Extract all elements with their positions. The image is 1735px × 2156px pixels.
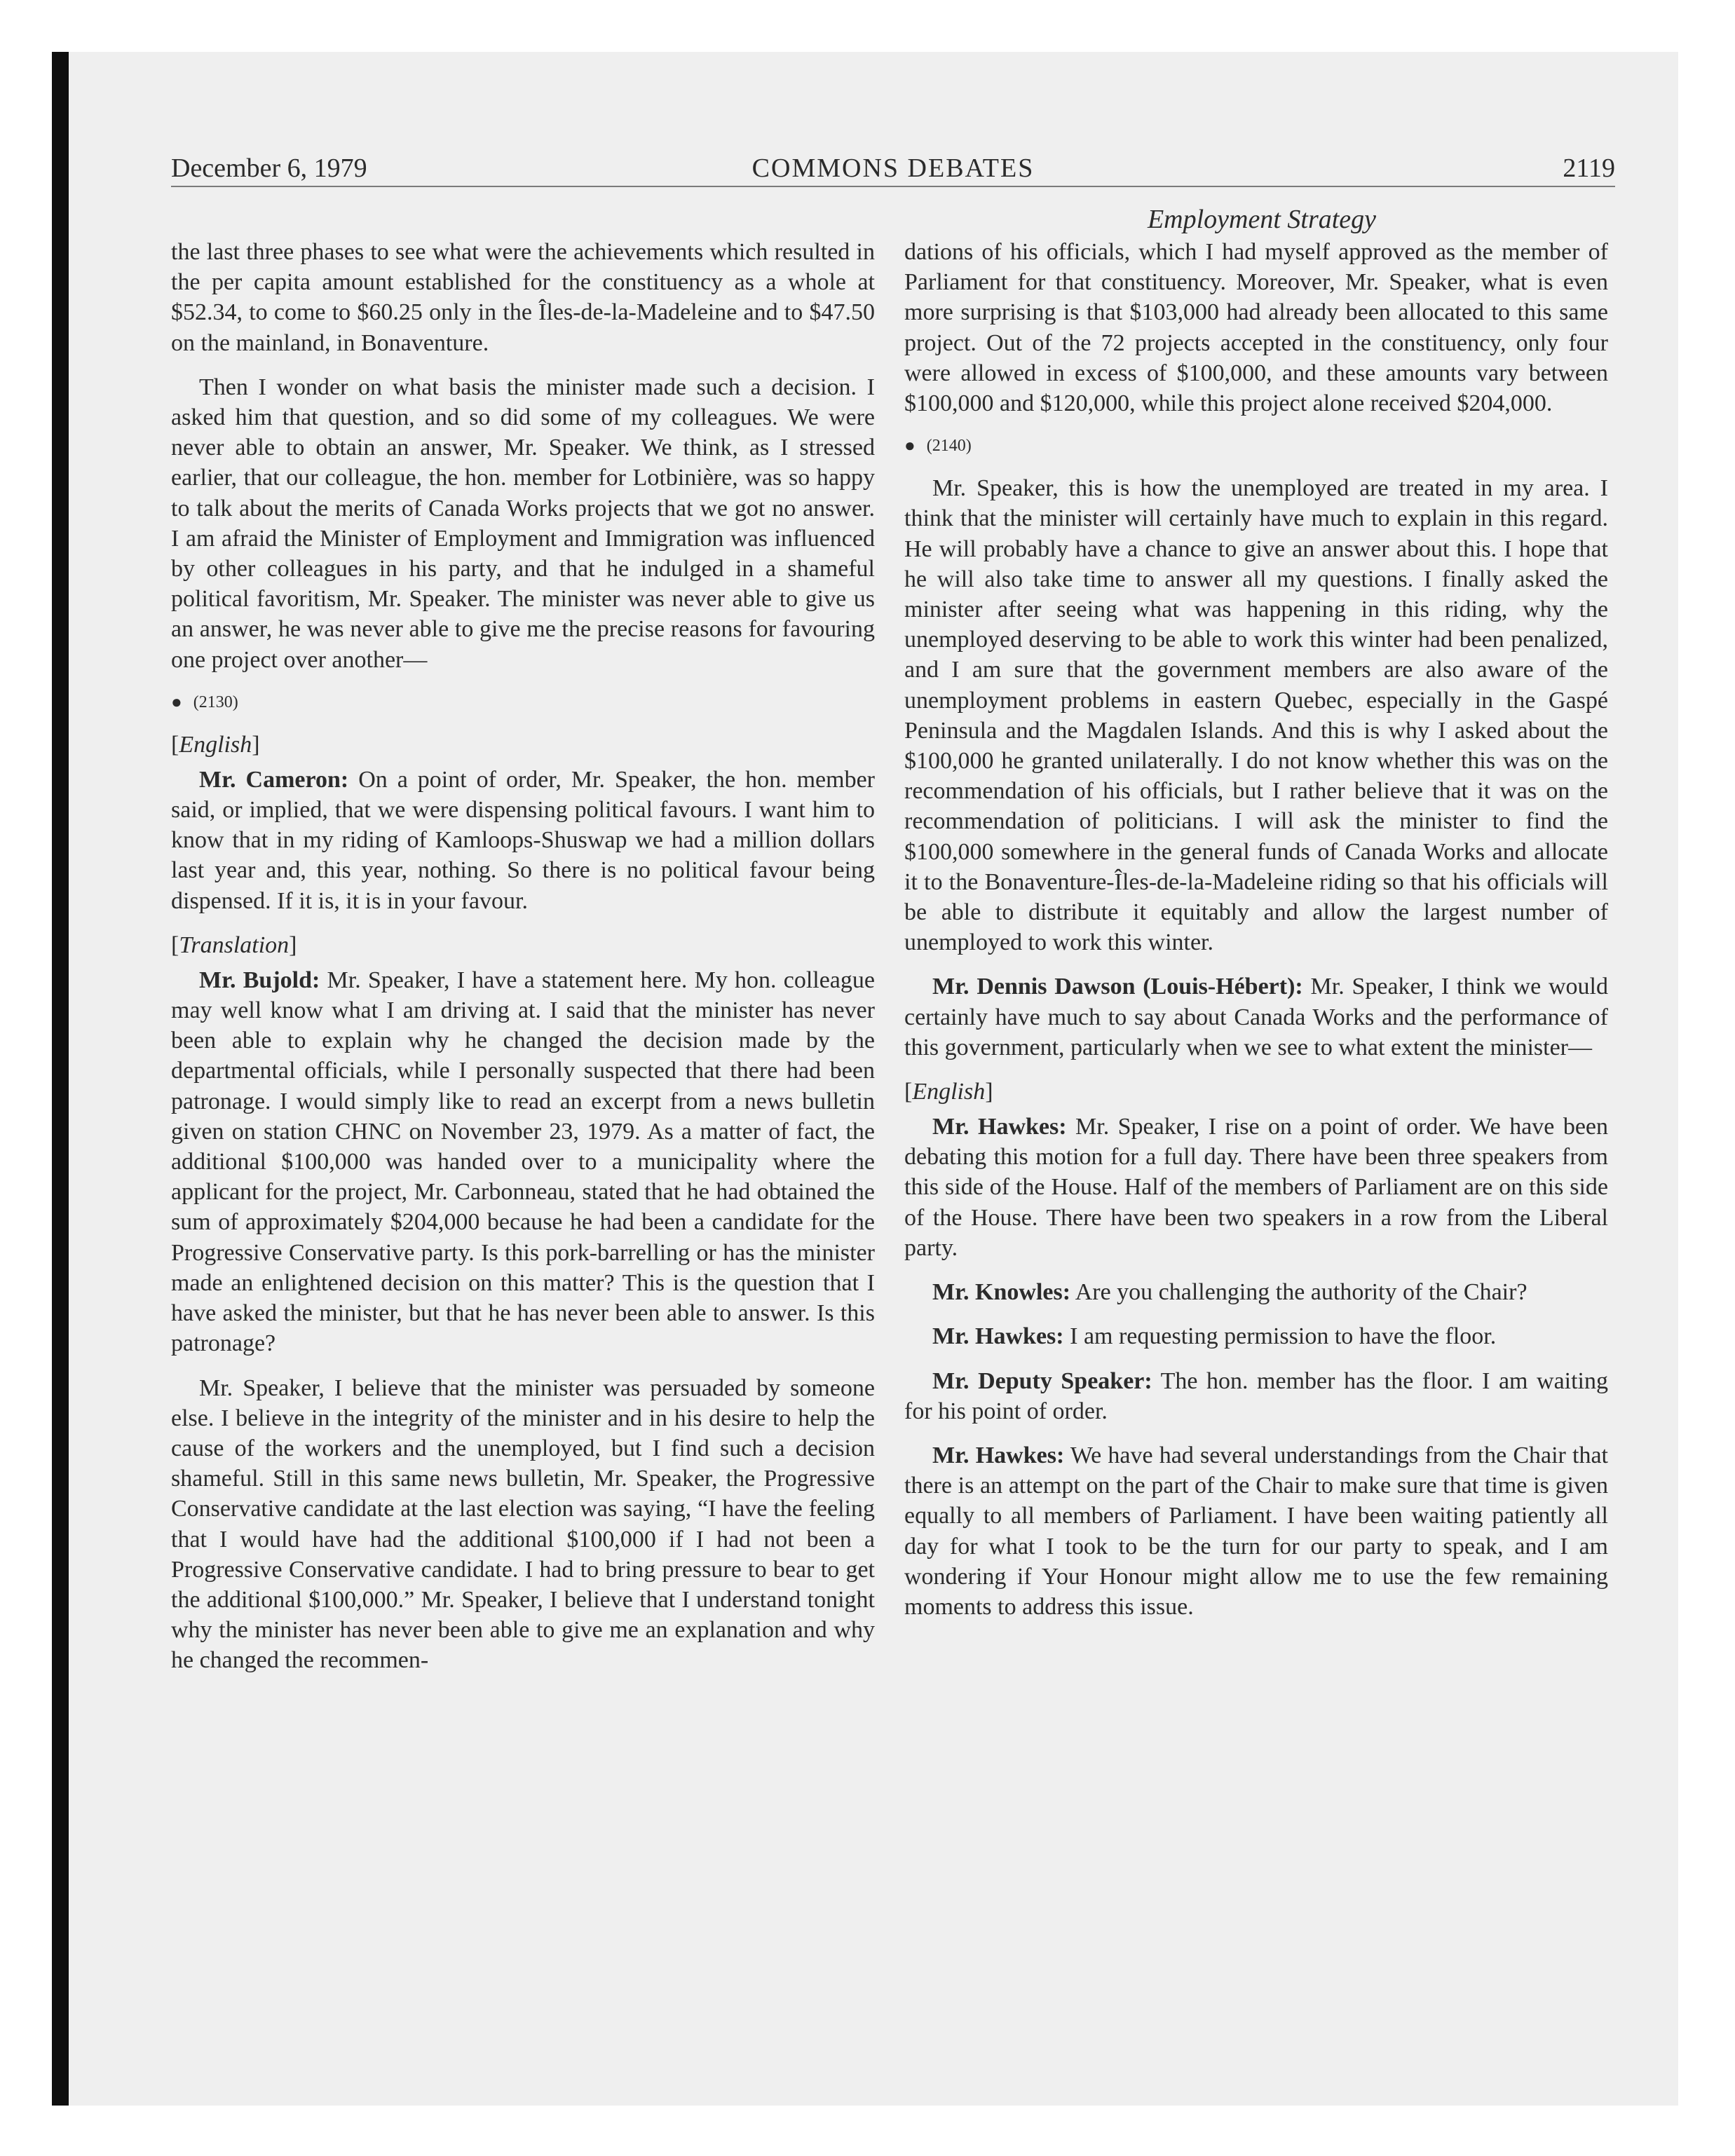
speech	[904, 1112, 1608, 1263]
speaker-name: Mr. Knowles:	[932, 1279, 1071, 1306]
speaker-name: Mr. Bujold:	[199, 967, 320, 993]
speech-text: Mr. Speaker, I rise on a point of order. We have been debating this motion for a full day. There have been three speakers from this side of the House. Half of the members of Parliament are on this side of the House. There have been two speakers in a row from the Liberal party.	[904, 1114, 1609, 1261]
language-marker-text: English	[912, 1079, 986, 1105]
time-marker-text: (2140)	[926, 437, 972, 456]
publication-title: COMMONS DEBATES	[751, 153, 1035, 183]
header-rule	[171, 186, 1615, 187]
speech	[904, 1366, 1608, 1426]
bullet-icon: ●	[171, 691, 182, 712]
binding-edge	[52, 52, 69, 2106]
paragraph: Mr. Speaker, this is how the unemployed are treated in my area. I think that the minister will certainly have much to explain in this regard. He will probably have a chance to give an answer about this. I hope that he will also take time to answer all my questions. I finally asked the minister after seeing what was happening in this riding, why the unemployed deserving to be able to work this winter had been penalized, and I am sure that the government members are also aware of the unemployment problems in eastern Quebec, especially in the Gaspé Peninsula and the Magdalen Islands. And this is why I asked about the $100,000 he granted unilaterally. I do not know whether this was on the recommendation of his officials, but I rather believe that it was on the recommendation of politicians. I will ask the minister to find the $100,000 somewhere in the general funds of Canada Works and allocate it to the Bonaventure-Îles-de-la-Madeleine riding so that his officials will be able to distribute it equitably and allow the largest number of unemployed to work this winter.	[904, 475, 1608, 956]
speech	[904, 1321, 1608, 1351]
speaker-name: Mr. Deputy Speaker:	[932, 1367, 1152, 1394]
header-date: December 6, 1979	[171, 153, 367, 183]
speech-text: The hon. member has the floor. I am waiting for his point of order.	[904, 1367, 1608, 1424]
right-column	[904, 237, 1608, 1919]
time-marker	[904, 434, 1608, 458]
paragraph: Mr. Speaker, I believe that the minister was persuaded by someone else. I believe in the integrity of the minister and in his desire to help the cause of the workers and the unemployed, but I find such a decision shameful. Still in this same news bulletin, Mr. Speaker, the Progressive Conservative candidate at the last election was saying, “I have the feeling that I would have had the additional $100,000 if I had not been a Progressive Conservative candidate. I had to bring pressure to bear to get the additional $100,000.” Mr. Speaker, I believe that I understand tonight why the minister has never been able to give me an explanation and why he changed the recommen-	[171, 1374, 875, 1674]
paragraph: Then I wonder on what basis the minister made such a decision. I asked him that question, and so did some of my colleagues. We were never able to obtain an answer, Mr. Speaker. We think, as I stressed earlier, that our colleague, the hon. member for Lotbinière, was so happy to talk about the merits of Canada Works projects that we got no answer. I am afraid the Minister of Employment and Immigration was influenced by other colleagues in his party, and that he indulged in a shameful political favoritism, Mr. Speaker. The minister was never able to give us an answer, he was never able to give me the precise reasons for favouring one project over another—	[171, 374, 875, 673]
speech	[904, 1440, 1608, 1622]
language-marker: [English]	[171, 731, 260, 758]
speech	[171, 965, 875, 1359]
speaker-name: Mr. Dennis Dawson (Louis-Hébert):	[932, 974, 1303, 1000]
section-title: Employment Strategy	[1147, 205, 1377, 234]
speech-text: On a point of order, Mr. Speaker, the hon. member said, or implied, that we were dispensing political favours. I want him to know that in my riding of Kamloops-Shuswap we had a million dollars last year and, this year, nothing. So there is no political favour being dispensed. If it is, it is in your favour.	[171, 766, 875, 914]
speech-text: Mr. Speaker, I have a statement here. My hon. colleague may well know what I am driving at. I said that the minister has never been able to explain why he changed the decision made by the departmental officials, while I personally suspected that there had been patronage. I would simply like to read an excerpt from a news bulletin given on station CHNC on November 23, 1979. As a matter of fact, the additional $100,000 was handed over to a municipality where the applicant for the project, Mr. Carbonneau, stated that he had obtained the sum of approximately $204,000 because he had been a candidate for the Progressive Conservative party. Is this pork-barrelling or has the minister made an enlightened decision on this matter? This is the question that I have asked the minister, but that he has never been able to answer. Is this patronage?	[171, 967, 875, 1357]
bullet-icon: ●	[904, 435, 916, 456]
speech-text: We have had several understandings from the Chair that there is an attempt on the part of the Chair to make sure that time is given equally to all members of Parliament. I have been waiting patiently all day for what I took to be the turn for our party to speak, and I am wondering if Your Honour might allow me to use the few remaining moments to address this issue.	[904, 1442, 1608, 1620]
page-header	[171, 150, 1615, 186]
paragraph: dations of his officials, which I had myself approved as the member of Parliament for that constituency. Moreover, Mr. Speaker, what is even more surprising is that $103,000 had already been allocated to this same project. Out of the 72 projects accepted in the constituency, only four were allowed in excess of $100,000, and these amounts vary between $100,000 and $120,000, while this project alone received $204,000.	[904, 239, 1608, 417]
speech	[904, 971, 1608, 1063]
time-marker-text: (2130)	[193, 692, 238, 711]
speaker-name: Mr. Hawkes:	[932, 1114, 1067, 1140]
language-marker: [Translation]	[171, 932, 297, 958]
paragraph: the last three phases to see what were the achievements which resulted in the per capita amount established for the constituency as a whole at $52.34, to come to $60.25 only in the Îles-de-la-Madeleine and to $47.50 on the mainland, in Bonaventure.	[171, 239, 875, 356]
speaker-name: Mr. Hawkes:	[932, 1323, 1064, 1350]
page-number: 2119	[1563, 153, 1615, 183]
speech-text: Mr. Speaker, I think we would certainly have much to say about Canada Works and the performance of this government, particularly when we see to what extent the minister—	[904, 974, 1609, 1060]
language-marker-text: Translation	[179, 932, 290, 958]
speech	[904, 1277, 1608, 1307]
speaker-name: Mr. Hawkes:	[932, 1442, 1065, 1468]
left-column	[171, 237, 875, 1919]
language-marker-text: English	[179, 731, 252, 758]
language-marker: [English]	[904, 1079, 993, 1105]
speaker-name: Mr. Cameron:	[199, 766, 349, 793]
time-marker	[171, 690, 875, 714]
speech-text: I am requesting permission to have the floor.	[1070, 1323, 1497, 1350]
speech-text: Are you challenging the authority of the Chair?	[1075, 1279, 1528, 1306]
speech	[171, 765, 875, 916]
